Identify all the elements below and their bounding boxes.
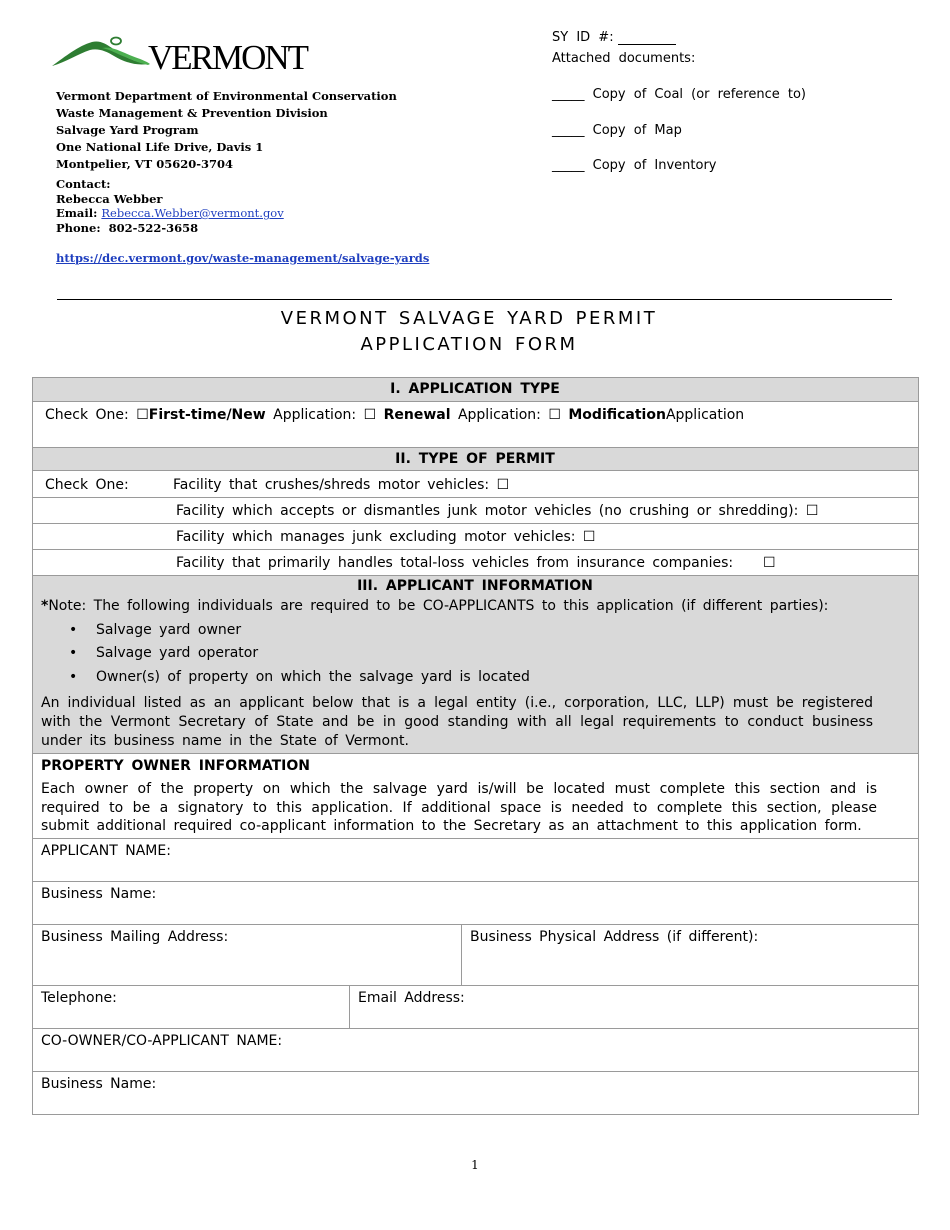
attached-item-blank[interactable]: _____ — [552, 123, 585, 138]
note-text: Note: The following individuals are required to be CO-APPLICANTS to this application (if different parties): — [48, 598, 829, 614]
attached-item-blank[interactable]: _____ — [552, 87, 585, 102]
form-title: VERMONT SALVAGE YARD PERMIT — [280, 308, 658, 329]
property-owner-text: Each owner of the property on which the salvage yard is/will be located must complete this section and is required to be a signatory to this application. If additional space is needed to complete this section, please submit additional required co-applicant information to the Secretary as an attachment to this application form. — [41, 781, 877, 834]
permit-option-label: Facility that primarily handles total-loss vehicles from insurance companies: — [176, 555, 734, 571]
applicant-name-label: APPLICANT NAME: — [41, 843, 171, 859]
page-number: 1 — [471, 1158, 479, 1172]
table-rule — [32, 985, 919, 986]
attached-item-label: Copy of Coal (or reference to) — [592, 87, 806, 102]
application-word: Application: — [457, 407, 541, 423]
table-rule — [32, 1071, 919, 1072]
email-address-label: Email Address: — [358, 990, 465, 1006]
mailing-address-label: Business Mailing Address: — [41, 929, 229, 945]
note-asterisk: * — [41, 598, 49, 614]
attached-item-label: Copy of Map — [592, 123, 682, 138]
business-name-label: Business Name: — [41, 886, 157, 902]
attached-item-blank[interactable]: _____ — [552, 158, 585, 173]
table-rule — [32, 549, 919, 550]
table-rule — [32, 523, 919, 524]
table-rule — [32, 924, 919, 925]
permit-checkbox[interactable]: ☐ — [762, 555, 776, 571]
table-rule — [32, 447, 919, 448]
table-rule — [32, 401, 919, 402]
attached-documents-label: Attached documents: — [552, 51, 696, 66]
contact-block — [56, 177, 284, 235]
physical-address-label: Business Physical Address (if different): — [470, 929, 759, 945]
email-label: Email: — [56, 206, 98, 220]
permit-option-label: Facility which accepts or dismantles junk motor vehicles (no crushing or shredding): — [176, 503, 799, 519]
agency-address — [56, 88, 397, 173]
agency-line: Salvage Yard Program — [56, 123, 199, 137]
section-heading-application-type: I. APPLICATION TYPE — [390, 381, 560, 397]
list-item: • Owner(s) of property on which the salvage yard is located — [96, 669, 530, 685]
checkbox-modification[interactable]: ☐ — [548, 407, 561, 423]
contact-name: Rebecca Webber — [56, 191, 163, 206]
table-column-rule — [349, 985, 350, 1028]
attached-item-label: Copy of Inventory — [592, 158, 717, 173]
coowner-name-label: CO-OWNER/CO-APPLICANT NAME: — [41, 1033, 283, 1049]
permit-option-label: Facility that crushes/shreds motor vehicles: — [173, 477, 490, 493]
table-rule — [32, 575, 919, 576]
list-item: • Salvage yard owner — [96, 622, 241, 638]
phone-label: Phone: — [56, 220, 101, 235]
section-heading-permit-type: II. TYPE OF PERMIT — [395, 451, 555, 467]
header-divider — [57, 299, 892, 300]
telephone-label: Telephone: — [41, 990, 117, 1006]
email-link[interactable]: Rebecca.Webber@vermont.gov — [101, 206, 284, 220]
table-column-rule — [461, 924, 462, 985]
application-word: Application: — [273, 407, 357, 423]
agency-line: Waste Management & Prevention Division — [56, 106, 328, 120]
table-rule — [32, 753, 919, 754]
table-rule — [32, 838, 919, 839]
table-rule — [32, 881, 919, 882]
contact-label: Contact: — [56, 177, 111, 191]
check-one-label: Check One: — [45, 407, 129, 423]
agency-line: Vermont Department of Environmental Conservation — [56, 89, 397, 103]
permit-checkbox[interactable]: ☐ — [805, 503, 819, 519]
list-item: • Salvage yard operator — [96, 645, 258, 661]
table-rule — [32, 497, 919, 498]
agency-line: One National Life Drive, Davis 1 — [56, 140, 264, 154]
form-table-border — [32, 377, 919, 1115]
property-owner-heading: PROPERTY OWNER INFORMATION — [41, 758, 310, 774]
legal-entity-note: An individual listed as an applicant below that is a legal entity (i.e., corporation, LLC, LLP) must be registered with the Vermont Secretary of State and be in good standing with all legal requirements to conduct business under its business name in the State of Vermont. — [41, 695, 873, 749]
attached-item — [552, 123, 682, 138]
phone-value: 802-522-3658 — [108, 220, 199, 235]
business-name-label-2: Business Name: — [41, 1076, 157, 1092]
checkbox-new[interactable]: ☐ — [136, 407, 149, 423]
application-word: Application — [665, 407, 745, 423]
website-link[interactable]: https://dec.vermont.gov/waste-management/salvage-yards — [56, 251, 430, 265]
sy-id-field[interactable] — [618, 30, 676, 45]
table-rule — [32, 1028, 919, 1029]
permit-checkbox[interactable]: ☐ — [582, 529, 596, 545]
permit-option-label: Facility which manages junk excluding motor vehicles: — [176, 529, 576, 545]
section-heading-applicant-info: III. APPLICANT INFORMATION — [357, 578, 593, 594]
option-renewal-label: Renewal — [383, 407, 451, 423]
attached-item — [552, 87, 806, 102]
check-one-label: Check One: — [45, 477, 129, 493]
option-modification-label: Modification — [568, 407, 666, 423]
permit-checkbox[interactable]: ☐ — [496, 477, 510, 493]
table-rule — [32, 470, 919, 471]
option-new-label: First-time/New — [148, 407, 266, 423]
sy-id-label: SY ID #: — [552, 30, 614, 45]
logo-wordmark: VERMONT — [148, 38, 308, 77]
agency-line: Montpelier, VT 05620-3704 — [56, 157, 233, 171]
attached-item — [552, 158, 717, 173]
form-subtitle: APPLICATION FORM — [360, 334, 578, 355]
checkbox-renewal[interactable]: ☐ — [363, 407, 377, 423]
